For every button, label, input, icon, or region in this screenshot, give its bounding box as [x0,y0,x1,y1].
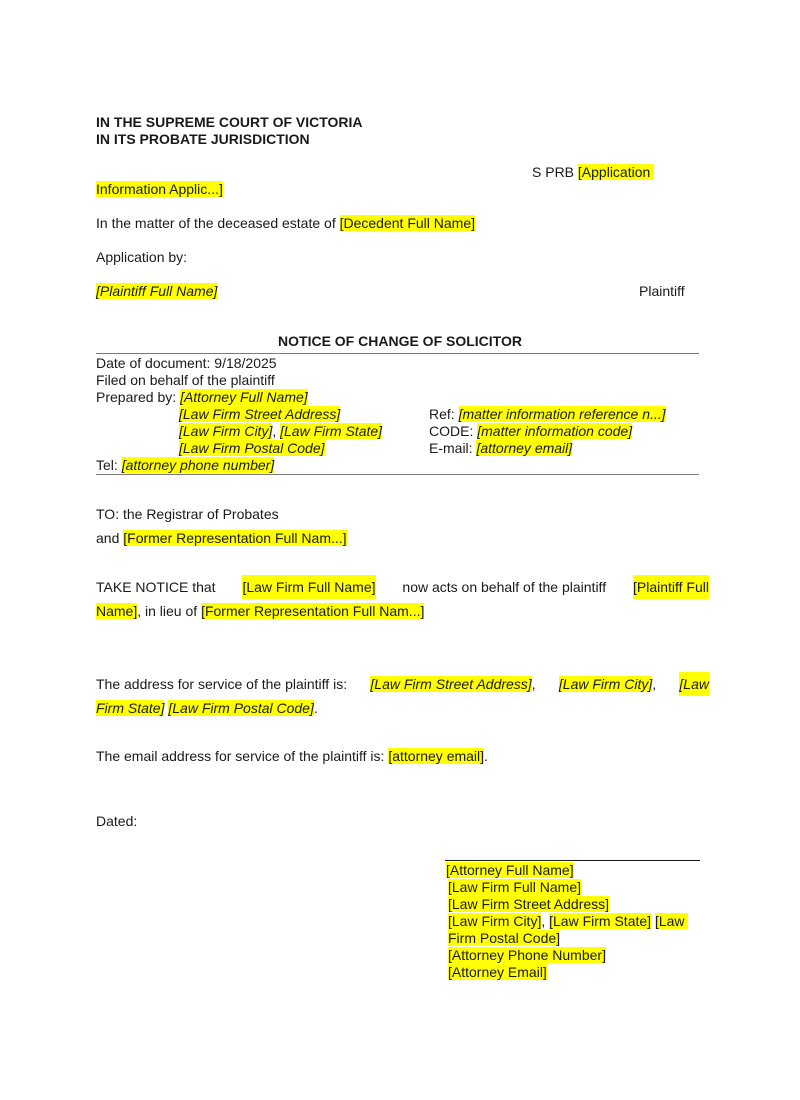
case-number-continued [96,181,223,198]
email-line [429,440,572,457]
email-label: E-mail: [429,440,473,456]
and-former-rep-line [96,530,347,547]
plaintiff-name-placeholder: [Plaintiff Full Name] [96,283,218,299]
address-postal-placeholder: [Law Firm Postal Code] [168,700,314,716]
sig-email-line [448,964,547,981]
case-number-prefix: S PRB [532,164,575,180]
in-lieu-text: , in lieu of [137,603,198,619]
filing-box-top-rule [96,353,699,354]
sig-state-placeholder: [Law Firm State] [549,913,652,929]
email-paragraph: The email address for service of the plaintiff is: [attorney email]. [96,748,488,764]
address-paragraph: The address for service of the plaintiff is: [Law Firm Street Address], [Law Firm City], [Law Firm State] [Law Firm Postal Code]. [96,672,709,720]
date-label: Date of document: [96,355,211,371]
code-line [429,423,632,440]
sig-postal-line [448,930,560,947]
code-label: CODE: [429,423,474,439]
application-info-placeholder: [Application [577,164,651,180]
application-by-label: Application by: [96,249,188,265]
acts-on-behalf-text: now acts on behalf of the plaintiff [402,579,607,595]
sig-city-state-line: [Law Firm City], [Law Firm State] [Law [448,913,688,930]
sig-city-placeholder: [Law Firm City] [448,913,542,929]
firm-city-placeholder: [Law Firm City] [179,423,273,439]
sig-firm-name-line [448,879,581,896]
filed-on-behalf: Filed on behalf of the plaintiff [96,372,275,388]
signature-line [445,860,700,861]
sig-email-placeholder: [Attorney Email] [448,964,547,980]
matter-label: In the matter of the deceased estate of [96,215,336,231]
sig-phone-line [448,947,606,964]
notice-former-rep-placeholder: [Former Representation Full Nam...] [201,603,425,619]
email-placeholder: [attorney email] [476,440,573,456]
decedent-name-placeholder: [Decedent Full Name] [339,215,476,231]
firm-street-line [179,406,340,423]
plaintiff-name-line [96,283,217,300]
code-placeholder: [matter information code] [477,423,633,439]
tel-placeholder: [attorney phone number] [121,457,275,473]
email-service-placeholder: [attorney email] [388,748,485,764]
former-rep-placeholder: [Former Representation Full Nam...] [123,530,347,546]
address-state-placeholder-cont: Firm State] [96,700,165,716]
notice-plaintiff-placeholder-cont: Name] [96,603,138,619]
date-of-document [96,355,277,372]
prepared-by-line [96,389,308,406]
court-name: IN THE SUPREME COURT OF VICTORIA [96,114,363,130]
prepared-by-label: Prepared by: [96,389,177,405]
filing-box-bottom-rule [96,474,699,475]
ref-line [429,406,666,423]
firm-name-placeholder: [Law Firm Full Name] [242,575,375,599]
ref-label: Ref: [429,406,455,422]
firm-state-placeholder: [Law Firm State] [280,423,383,439]
plaintiff-role-label: Plaintiff [639,283,685,299]
email-service-label: The email address for service of the plaintiff is: [96,748,385,764]
sig-street-line [448,896,609,913]
take-notice-label: TAKE NOTICE that [96,579,216,595]
tel-label: Tel: [96,457,118,473]
court-jurisdiction: IN ITS PROBATE JURISDICTION [96,131,310,147]
sig-attorney-name-line [446,862,574,879]
firm-postal-placeholder: [Law Firm Postal Code] [179,440,325,456]
case-number-line [532,164,654,181]
firm-city-state-line: [Law Firm City], [Law Firm State] [179,423,383,439]
matter-line [96,215,475,232]
take-notice-paragraph [96,575,709,623]
sig-postal-placeholder-cont: Firm Postal Code] [448,930,561,946]
attorney-name-placeholder: [Attorney Full Name] [180,389,308,405]
date-value: 9/18/2025 [214,355,277,371]
sig-firm-name-placeholder: [Law Firm Full Name] [448,879,582,895]
sig-phone-placeholder: [Attorney Phone Number] [448,947,606,963]
sig-attorney-name-placeholder: [Attorney Full Name] [446,862,574,878]
notice-title: NOTICE OF CHANGE OF SOLICITOR [278,333,522,349]
sig-postal-placeholder: [Law [654,913,685,929]
dated-label: Dated: [96,813,138,829]
and-label: and [96,530,120,546]
address-street-placeholder: [Law Firm Street Address] [370,676,532,692]
address-state-placeholder: [Law [679,672,709,696]
tel-line [96,457,274,474]
firm-postal-line [179,440,325,457]
to-registrar: TO: the Registrar of Probates [96,506,279,522]
sig-street-placeholder: [Law Firm Street Address] [448,896,610,912]
firm-street-placeholder: [Law Firm Street Address] [179,406,341,422]
application-info-placeholder-cont: Information Applic...] [96,181,223,197]
address-label: The address for service of the plaintiff is: [96,676,348,692]
notice-plaintiff-placeholder: [Plaintiff Full [633,575,709,599]
address-city-placeholder: [Law Firm City] [558,676,653,692]
ref-placeholder: [matter information reference n...] [458,406,666,422]
